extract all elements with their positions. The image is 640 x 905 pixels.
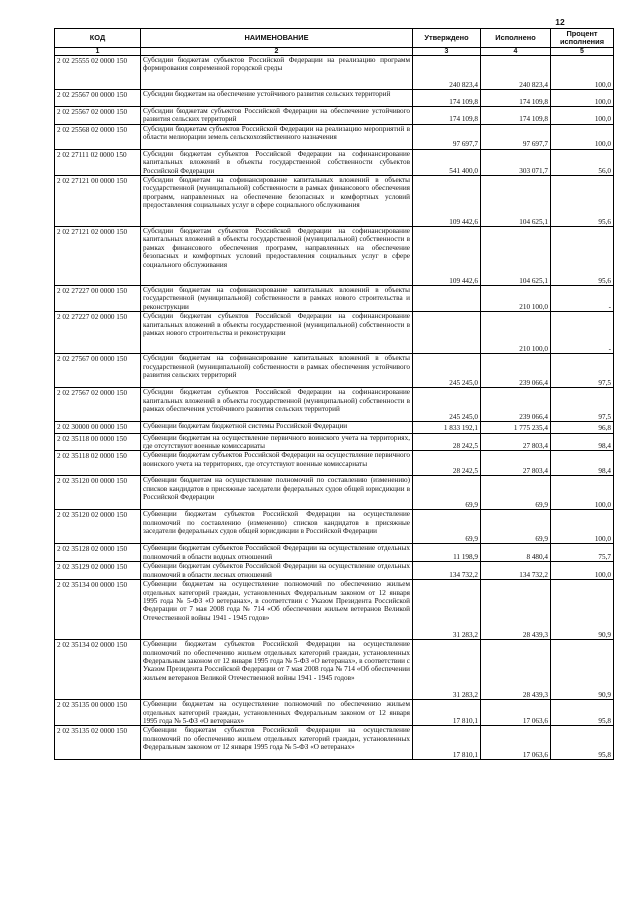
row-approved: 31 283,2 — [413, 580, 481, 640]
row-executed: 27 803,4 — [481, 451, 551, 476]
row-executed: 17 063,6 — [481, 726, 551, 760]
row-percent: 95,8 — [551, 726, 614, 760]
row-name: Субвенции бюджетам субъектов Российской Федерации на осуществление полномочий по составлению (изменению) списков кандидатов в присяжные заседатели федеральных судов общей юрисдикции в Российской Федерации — [141, 510, 413, 544]
row-name: Субвенции бюджетам субъектов Российской Федерации на осуществление отдельных полномочий в области лесных отношений — [141, 562, 413, 580]
row-executed: 303 071,7 — [481, 149, 551, 175]
row-percent: 95,8 — [551, 700, 614, 726]
row-code: 2 02 25567 02 0000 150 — [55, 107, 141, 125]
row-approved: 245 245,0 — [413, 388, 481, 422]
row-percent: 90,9 — [551, 580, 614, 640]
row-approved: 31 283,2 — [413, 640, 481, 700]
row-percent: 56,0 — [551, 149, 614, 175]
row-code: 2 02 25568 02 0000 150 — [55, 124, 141, 149]
table-row — [55, 726, 614, 760]
row-approved: 109 442,6 — [413, 227, 481, 286]
table-row — [55, 580, 614, 640]
table-row — [55, 700, 614, 726]
row-percent: 75,7 — [551, 544, 614, 562]
table-row — [55, 107, 614, 125]
row-percent: 96,8 — [551, 422, 614, 433]
row-code: 2 02 30000 00 0000 150 — [55, 422, 141, 433]
table-row — [55, 451, 614, 476]
row-name: Субсидии бюджетам субъектов Российской Федерации на софинансирование капитальных вложений в объекты государственной собственности субъектов Российской Федерации — [141, 149, 413, 175]
row-approved: 11 198,9 — [413, 544, 481, 562]
row-name: Субвенции бюджетам на осуществление полномочий по обеспечению жильем отдельных категорий граждан, установленных Федеральным законом от 12 января 1995 года № 5-ФЗ «О ветеранах» — [141, 700, 413, 726]
row-approved — [413, 312, 481, 354]
row-approved: 69,9 — [413, 510, 481, 544]
row-executed: 174 109,8 — [481, 90, 551, 107]
table-row — [55, 388, 614, 422]
row-percent: 100,0 — [551, 107, 614, 125]
row-percent: 90,9 — [551, 640, 614, 700]
table-row — [55, 354, 614, 388]
row-code: 2 02 35120 00 0000 150 — [55, 476, 141, 510]
column-index: 1 — [55, 48, 141, 56]
row-code: 2 02 35118 00 0000 150 — [55, 433, 141, 451]
column-index-row — [55, 48, 614, 56]
row-percent: 95,6 — [551, 227, 614, 286]
column-index: 5 — [551, 48, 614, 56]
row-code: 2 02 35134 02 0000 150 — [55, 640, 141, 700]
row-percent: 98,4 — [551, 433, 614, 451]
row-name: Субвенции бюджетам бюджетной системы Российской Федерации — [141, 422, 413, 433]
row-percent: - — [551, 286, 614, 312]
row-executed: 174 109,8 — [481, 107, 551, 125]
row-name: Субсидии бюджетам субъектов Российской Федерации на обеспечение устойчивого развития сельских территорий — [141, 107, 413, 125]
row-code: 2 02 25555 02 0000 150 — [55, 56, 141, 90]
row-code: 2 02 35135 02 0000 150 — [55, 726, 141, 760]
row-executed: 210 100,0 — [481, 312, 551, 354]
row-approved: 17 810,1 — [413, 726, 481, 760]
row-code: 2 02 35129 02 0000 150 — [55, 562, 141, 580]
row-name: Субсидии бюджетам на обеспечение устойчивого развития сельских территорий — [141, 90, 413, 107]
table-row — [55, 124, 614, 149]
table-row — [55, 476, 614, 510]
row-name: Субсидии бюджетам субъектов Российской Федерации на реализацию программ формирования современной городской среды — [141, 56, 413, 90]
row-executed: 134 732,2 — [481, 562, 551, 580]
row-approved: 1 833 192,1 — [413, 422, 481, 433]
row-percent: 98,4 — [551, 451, 614, 476]
table-row — [55, 286, 614, 312]
row-approved: 240 823,4 — [413, 56, 481, 90]
table-row — [55, 176, 614, 227]
row-approved: 97 697,7 — [413, 124, 481, 149]
row-code: 2 02 27121 02 0000 150 — [55, 227, 141, 286]
column-index: 4 — [481, 48, 551, 56]
header-code: КОД — [55, 29, 141, 48]
row-executed: 1 775 235,4 — [481, 422, 551, 433]
row-code: 2 02 27111 02 0000 150 — [55, 149, 141, 175]
row-executed: 8 480,4 — [481, 544, 551, 562]
header-approved: Утверждено — [413, 29, 481, 48]
column-index: 2 — [141, 48, 413, 56]
row-approved: 174 109,8 — [413, 107, 481, 125]
row-approved: 541 400,0 — [413, 149, 481, 175]
budget-table — [54, 28, 614, 760]
row-code: 2 02 27227 00 0000 150 — [55, 286, 141, 312]
row-name: Субсидии бюджетам субъектов Российской Федерации на софинансирование капитальных вложений в объекты государственной (муниципальной) собственности в рамках нового строительства и реконструкции — [141, 312, 413, 354]
row-executed: 28 439,3 — [481, 640, 551, 700]
row-approved: 17 810,1 — [413, 700, 481, 726]
row-approved: 245 245,0 — [413, 354, 481, 388]
row-executed: 240 823,4 — [481, 56, 551, 90]
row-name: Субсидии бюджетам субъектов Российской Федерации на софинансирование капитальных вложений в объекты государственной (муниципальной) собственности в рамках обеспечения устойчивого развития сельских территорий — [141, 388, 413, 422]
row-approved — [413, 286, 481, 312]
row-percent: 97,5 — [551, 388, 614, 422]
row-percent: 100,0 — [551, 124, 614, 149]
row-executed: 69,9 — [481, 510, 551, 544]
row-name: Субвенции бюджетам субъектов Российской Федерации на осуществление первичного воинского учета на территориях, где отсутствуют военные комиссариаты — [141, 451, 413, 476]
page-number: 12 — [555, 17, 565, 27]
row-code: 2 02 27121 00 0000 150 — [55, 176, 141, 227]
row-name: Субвенции бюджетам субъектов Российской Федерации на осуществление полномочий по обеспечению жильем отдельных категорий граждан, установленных Федеральным законом от 12 января 1995 года № 5-ФЗ «О ветеранах», в соответствии с Указом Президента Российской Федерации от 7 мая 2008 года № 714 «Об обеспечении жильем ветеранов Великой Отечественной войны 1941 - 1945 годов» — [141, 640, 413, 700]
row-executed: 27 803,4 — [481, 433, 551, 451]
row-executed: 104 625,1 — [481, 227, 551, 286]
row-executed: 239 066,4 — [481, 388, 551, 422]
table-row — [55, 562, 614, 580]
row-approved: 109 442,6 — [413, 176, 481, 227]
table-header-row — [55, 29, 614, 48]
row-name: Субвенции бюджетам на осуществление первичного воинского учета на территориях, где отсутствуют военные комиссариаты — [141, 433, 413, 451]
row-name: Субсидии бюджетам на софинансирование капитальных вложений в объекты государственной (муниципальной) собственности в рамках обеспечения устойчивого развития сельских территорий — [141, 354, 413, 388]
table-row — [55, 227, 614, 286]
row-approved: 28 242,5 — [413, 433, 481, 451]
row-approved: 69,9 — [413, 476, 481, 510]
row-executed: 104 625,1 — [481, 176, 551, 227]
row-percent: 100,0 — [551, 56, 614, 90]
table-row — [55, 422, 614, 433]
row-code: 2 02 35128 02 0000 150 — [55, 544, 141, 562]
row-approved: 174 109,8 — [413, 90, 481, 107]
row-executed: 28 439,3 — [481, 580, 551, 640]
header-executed: Исполнено — [481, 29, 551, 48]
row-code: 2 02 27567 02 0000 150 — [55, 388, 141, 422]
table-row — [55, 544, 614, 562]
header-percent: Процент исполнения — [551, 29, 614, 48]
row-percent: 97,5 — [551, 354, 614, 388]
row-percent: 100,0 — [551, 510, 614, 544]
table-row — [55, 312, 614, 354]
row-code: 2 02 27567 00 0000 150 — [55, 354, 141, 388]
row-code: 2 02 35118 02 0000 150 — [55, 451, 141, 476]
column-index: 3 — [413, 48, 481, 56]
row-executed: 17 063,6 — [481, 700, 551, 726]
table-row — [55, 433, 614, 451]
row-code: 2 02 25567 00 0000 150 — [55, 90, 141, 107]
row-code: 2 02 35135 00 0000 150 — [55, 700, 141, 726]
row-executed: 210 100,0 — [481, 286, 551, 312]
row-executed: 239 066,4 — [481, 354, 551, 388]
row-code: 2 02 35134 00 0000 150 — [55, 580, 141, 640]
row-name: Субвенции бюджетам на осуществление полномочий по обеспечению жильем отдельных категорий граждан, установленных Федеральным законом от 12 января 1995 года № 5-ФЗ «О ветеранах», в соответствии с Указом Президента Российской Федерации от 7 мая 2008 года № 714 «Об обеспечении жильем ветеранов Великой Отечественной войны 1941 - 1945 годов» — [141, 580, 413, 640]
header-name: НАИМЕНОВАНИЕ — [141, 29, 413, 48]
table-row — [55, 90, 614, 107]
row-approved: 28 242,5 — [413, 451, 481, 476]
row-percent: 95,6 — [551, 176, 614, 227]
row-percent: 100,0 — [551, 562, 614, 580]
row-code: 2 02 27227 02 0000 150 — [55, 312, 141, 354]
row-executed: 97 697,7 — [481, 124, 551, 149]
table-row — [55, 510, 614, 544]
row-executed: 69,9 — [481, 476, 551, 510]
row-name: Субвенции бюджетам субъектов Российской Федерации на осуществление полномочий по обеспечению жильем отдельных категорий граждан, установленных Федеральным законом от 12 января 1995 года № 5-ФЗ «О ветеранах» — [141, 726, 413, 760]
table-row — [55, 640, 614, 700]
row-name: Субсидии бюджетам на софинансирование капитальных вложений в объекты государственной (муниципальной) собственности в рамках финансового обеспечения программ, направленных на обеспечение безопасных и комфортных условий предоставления социальных услуг в сфере социального обслуживания — [141, 176, 413, 227]
row-name: Субвенции бюджетам субъектов Российской Федерации на осуществление отдельных полномочий в области водных отношений — [141, 544, 413, 562]
row-name: Субвенции бюджетам на осуществление полномочий по составлению (изменению) списков кандидатов в присяжные заседатели федеральных судов общей юрисдикции в Российской Федерации — [141, 476, 413, 510]
table-row — [55, 56, 614, 90]
row-approved: 134 732,2 — [413, 562, 481, 580]
row-code: 2 02 35120 02 0000 150 — [55, 510, 141, 544]
row-percent: - — [551, 312, 614, 354]
row-name: Субсидии бюджетам субъектов Российской Федерации на реализацию мероприятий в области мелиорации земель сельскохозяйственного назначения — [141, 124, 413, 149]
row-percent: 100,0 — [551, 90, 614, 107]
row-percent: 100,0 — [551, 476, 614, 510]
row-name: Субсидии бюджетам на софинансирование капитальных вложений в объекты государственной (муниципальной) собственности в рамках нового строительства и реконструкции — [141, 286, 413, 312]
table-row — [55, 149, 614, 175]
row-name: Субсидии бюджетам субъектов Российской Федерации на софинансирование капитальных вложений в объекты государственной (муниципальной) собственности в рамках финансового обеспечения программ, направленных на обеспечение безопасных и комфортных условий предоставления социальных услуг в сфере социального обслуживания — [141, 227, 413, 286]
